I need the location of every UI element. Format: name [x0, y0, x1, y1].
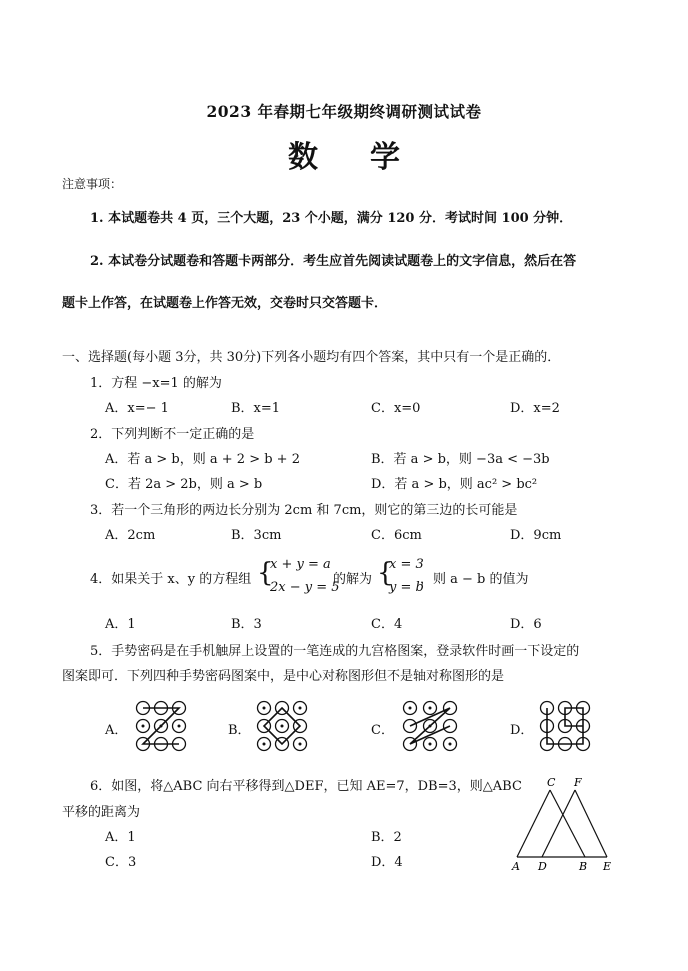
- q2-option-c: C．若 2a > 2b，则 a > b: [105, 477, 263, 492]
- point-f-label: F: [574, 776, 582, 789]
- q3-option-b: B．3cm: [231, 528, 282, 543]
- q6-stem-line2: 平移的距离为: [62, 805, 141, 820]
- q5-option-d-label: D．: [510, 723, 534, 738]
- q6-stem-line1: 6．如图，将△ABC 向右平移得到△DEF，已知 AE=7，DB=3，则△ABC: [90, 779, 522, 794]
- q4-suffix: ，则 a − b 的值为: [420, 572, 529, 587]
- q5-option-b-label: B．: [228, 723, 251, 738]
- point-c-label: C: [547, 776, 556, 789]
- q3-option-a: A．2cm: [105, 528, 156, 543]
- q2-stem: 2．下列判断不一定正确的是: [90, 427, 255, 442]
- point-d-label: D: [538, 860, 547, 873]
- q5-option-c-label: C．: [371, 723, 394, 738]
- note-2-line1: 2. 本试卷分试题卷和答题卡两部分．考生应首先阅读试题卷上的文字信息，然后在答: [90, 254, 577, 269]
- section-1-heading: 一、选择题(每小题 3分，共 30分)下列各小题均有四个答案，其中只有一个是正确的．: [62, 350, 561, 365]
- q1-option-b: B．x=1: [231, 401, 281, 416]
- q4-prefix: 4．如果关于 x、y 的方程组: [90, 572, 252, 587]
- notes-heading: 注意事项：: [62, 177, 123, 191]
- q5-pattern-b: [254, 698, 310, 754]
- q3-option-c: C．6cm: [371, 528, 422, 543]
- q2-option-d: D．若 a > b，则 ac² > bc²: [371, 477, 538, 492]
- q1-option-c: C．x=0: [371, 401, 421, 416]
- q5-pattern-d: [537, 698, 593, 754]
- q6-translation-figure: [505, 772, 625, 876]
- q5-stem-line2: 图案即可．下列四种手势密码图案中，是中心对称图形但不是轴对称图形的是: [62, 669, 505, 684]
- point-b-label: B: [579, 860, 588, 873]
- q4-solution-2: y = b: [389, 580, 424, 595]
- q4-equation-1: x + y = a: [270, 557, 331, 572]
- q5-option-a-label: A．: [105, 723, 128, 738]
- q5-stem-line1: 5．手势密码是在手机触屏上设置的一笔连成的九宫格图案，登录软件时画一下设定的: [90, 644, 580, 659]
- q4-middle-text: 的解为: [333, 572, 373, 587]
- exam-title: 2023 年春期七年级期终调研测试试卷: [206, 102, 482, 121]
- point-a-label: A: [512, 860, 520, 873]
- q1-option-a: A．x=− 1: [105, 401, 169, 416]
- q6-option-a: A．1: [105, 830, 136, 845]
- q6-option-d: D．4: [371, 855, 403, 870]
- q2-option-b: B．若 a > b，则 −3a < −3b: [371, 452, 550, 467]
- q3-stem: 3．若一个三角形的两边长分别为 2cm 和 7cm，则它的第三边的长可能是: [90, 503, 518, 518]
- note-2-line2: 题卡上作答，在试题卷上作答无效，交卷时只交答题卡．: [62, 296, 388, 311]
- q2-option-a: A．若 a > b，则 a + 2 > b + 2: [105, 452, 300, 467]
- q4-system-brace: {: [257, 558, 274, 588]
- subject-title: 数学: [288, 140, 452, 175]
- point-e-label: E: [603, 860, 612, 873]
- q4-solution-1: x = 3: [389, 557, 424, 572]
- q1-stem: 1．方程 −x=1 的解为: [90, 376, 222, 391]
- q5-pattern-c: [400, 698, 460, 754]
- q4-option-c: C．4: [371, 617, 403, 632]
- note-1: 1. 本试题卷共 4 页，三个大题，23 个小题，满分 120 分．考试时间 100 分钟．: [90, 211, 573, 226]
- q6-option-b: B．2: [371, 830, 402, 845]
- q4-equation-2: 2x − y = 5: [270, 580, 340, 595]
- q5-pattern-a: [133, 698, 189, 754]
- q1-option-d: D．x=2: [510, 401, 560, 416]
- q3-option-d: D．9cm: [510, 528, 562, 543]
- q4-option-a: A．1: [105, 617, 136, 632]
- q6-option-c: C．3: [105, 855, 137, 870]
- q4-option-d: D．6: [510, 617, 542, 632]
- q4-solution-brace: {: [377, 558, 394, 588]
- q4-option-b: B．3: [231, 617, 262, 632]
